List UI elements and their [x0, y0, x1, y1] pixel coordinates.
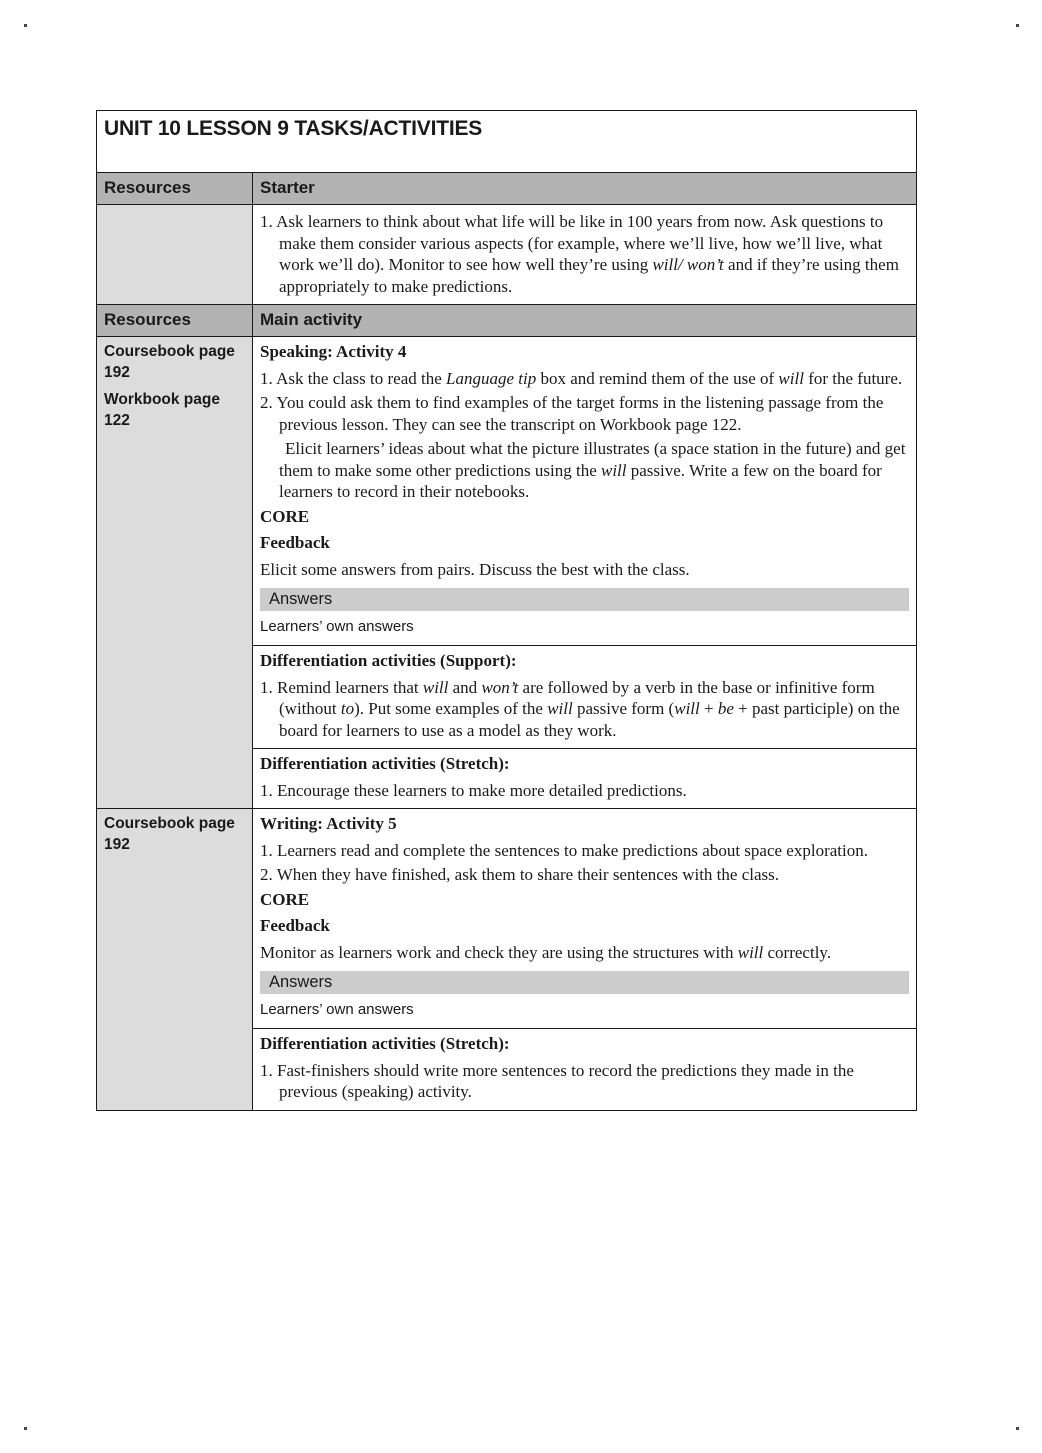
speaking-item-1: 1. Ask the class to read the Language tip box and remind them of the use of will for the future. — [260, 368, 903, 388]
stretch-heading: Differentiation activities (Stretch): — [260, 754, 510, 773]
resource-coursebook: Coursebook page 192 — [104, 343, 235, 381]
writing-item-2: 2. When they have finished, ask them to share their sentences with the class. — [260, 865, 779, 884]
crop-mark-top-left — [24, 24, 27, 27]
writing-item-1: 1. Learners read and complete the sentences to make predictions about space exploration. — [260, 840, 868, 860]
speaking-answers-text: Learners’ own answers — [260, 618, 414, 635]
stretch-item-1: 1. Fast-finishers should write more sentences to record the predictions they made in the previous (speaking) activity. — [260, 1060, 854, 1101]
crop-mark-top-right — [1016, 24, 1019, 27]
starter-header-row — [97, 173, 916, 205]
resources-header: Resources — [97, 305, 253, 336]
crop-mark-bottom-right — [1016, 1427, 1019, 1430]
starter-header: Starter — [253, 173, 916, 204]
starter-resources-cell — [97, 205, 253, 304]
main-activity-header: Main activity — [253, 305, 916, 336]
speaking-resources-cell — [97, 337, 253, 808]
speaking-core-label: CORE — [260, 506, 310, 526]
writing-core-label: CORE — [260, 889, 310, 909]
speaking-row — [97, 337, 916, 809]
writing-stretch-block — [253, 1028, 916, 1110]
resources-header: Resources — [97, 173, 253, 204]
speaking-block — [253, 337, 916, 645]
writing-answers-text: Learners’ own answers — [260, 1001, 414, 1018]
stretch-heading: Differentiation activities (Stretch): — [260, 1034, 510, 1053]
title-row — [97, 111, 916, 173]
starter-item-1: 1. Ask learners to think about what life will be like in 100 years from now. Ask questions to make them consider various aspects (for example, where we’ll live, how we’ll live, what work we’ll do). Monitor to see how well they’re using will/ won’t and if they’re using them appropriately to make predictions. — [260, 212, 899, 296]
writing-row — [97, 809, 916, 1110]
starter-row — [97, 205, 916, 305]
speaking-feedback-text: Elicit some answers from pairs. Discuss the best with the class. — [260, 559, 690, 579]
speaking-answers-header: Answers — [260, 588, 909, 611]
writing-resources-cell — [97, 809, 253, 1110]
speaking-heading: Speaking: Activity 4 — [260, 342, 407, 361]
page-title: UNIT 10 LESSON 9 TASKS/ACTIVITIES — [104, 117, 483, 140]
speaking-item-2: 2. You could ask them to find examples of the target forms in the listening passage from the previous lesson. They can see the transcript on Workbook page 122. — [260, 393, 884, 434]
resource-workbook: Workbook page 122 — [104, 391, 220, 429]
resource-coursebook: Coursebook page 192 — [104, 815, 235, 853]
speaking-feedback-label: Feedback — [260, 533, 330, 552]
writing-feedback-label: Feedback — [260, 916, 330, 935]
lesson-plan-table — [96, 110, 917, 1111]
speaking-support-block — [253, 645, 916, 748]
support-heading: Differentiation activities (Support): — [260, 651, 517, 670]
speaking-elicit-text: Elicit learners’ ideas about what the picture illustrates (a space station in the future) and get them to make some other predictions using the will passive. Write a few on the board for learners to record in their notebooks. — [279, 439, 906, 501]
main-header-row — [97, 305, 916, 337]
writing-feedback-text: Monitor as learners work and check they are using the structures with will correctly. — [260, 942, 832, 962]
writing-heading: Writing: Activity 5 — [260, 814, 397, 833]
support-item-1: 1. Remind learners that will and won’t are followed by a verb in the base or infinitive form (without to). Put some examples of the will passive form (will + be + past participle) on the board for learners to use as a model as they work. — [260, 677, 900, 740]
stretch-item-1: 1. Encourage these learners to make more detailed predictions. — [260, 780, 687, 800]
writing-block — [253, 809, 916, 1028]
writing-answers-header: Answers — [260, 971, 909, 994]
speaking-stretch-block — [253, 748, 916, 808]
crop-mark-bottom-left — [24, 1427, 27, 1430]
